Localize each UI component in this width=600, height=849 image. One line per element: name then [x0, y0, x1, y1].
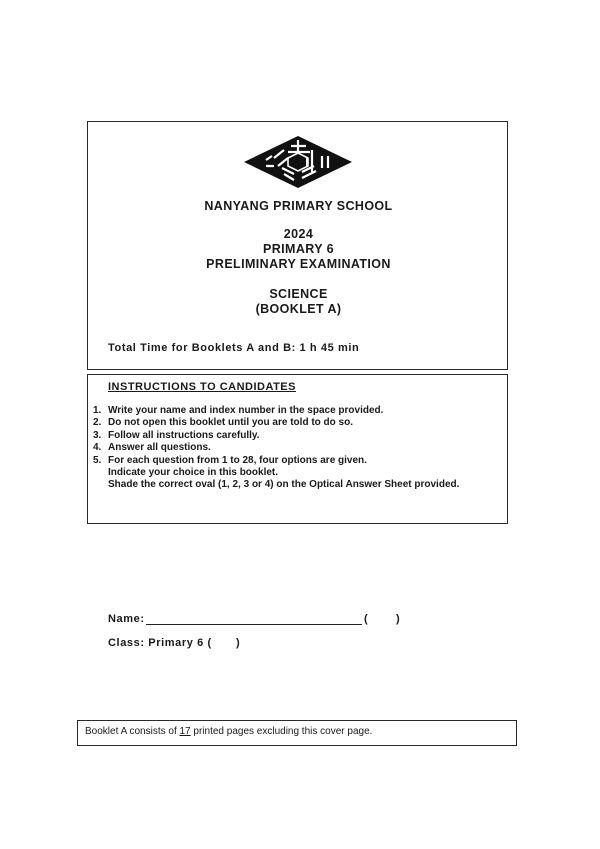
name-label: Name: — [108, 613, 145, 625]
instruction-number: 1. — [93, 405, 102, 416]
instruction-number: 3. — [93, 429, 102, 441]
instruction-item — [93, 417, 459, 429]
instruction-number: 2. — [93, 417, 102, 429]
exam-title: PRELIMINARY EXAMINATION — [206, 257, 391, 271]
instruction-number: 4. — [93, 442, 102, 454]
exam-level: PRIMARY 6 — [263, 242, 334, 256]
page-count-prefix: Booklet A consists of — [85, 726, 180, 737]
class-close-paren: ) — [236, 637, 240, 649]
name-field[interactable] — [146, 624, 362, 625]
school-name: NANYANG PRIMARY SCHOOL — [204, 199, 393, 213]
booklet-label: (BOOKLET A) — [255, 302, 342, 316]
instructions-list — [93, 405, 459, 492]
instruction-text: For each question from 1 to 28, four options are given. — [108, 454, 367, 466]
cover-title-box — [87, 121, 508, 370]
instructions-box — [87, 374, 508, 524]
total-time: Total Time for Booklets A and B: 1 h 45 min — [108, 342, 360, 354]
exam-year: 2024 — [283, 227, 314, 241]
page-count-value: 17 — [179, 726, 191, 737]
instruction-text: Answer all questions. — [108, 442, 211, 454]
instruction-number: 5. — [93, 454, 102, 466]
instruction-text: Shade the correct oval (1, 2, 3 or 4) on the Optical Answer Sheet provided. — [108, 479, 460, 491]
exam-subject: SCIENCE — [269, 287, 328, 301]
instruction-text: Indicate your choice in this booklet. — [108, 467, 279, 479]
page-count-box — [77, 720, 517, 746]
index-number-open-paren: ( — [364, 613, 368, 625]
instruction-text: Follow all instructions carefully. — [108, 429, 260, 441]
page-count-note — [85, 726, 372, 737]
instruction-item — [93, 442, 459, 454]
index-number-close-paren: ) — [396, 613, 400, 625]
instruction-text: Do not open this booklet until you are told to do so. — [108, 417, 353, 429]
class-label: Class: Primary 6 ( — [108, 637, 212, 649]
instruction-text: Write your name and index number in the space provided. — [108, 405, 384, 416]
school-crest-icon — [244, 136, 352, 188]
instructions-heading: INSTRUCTIONS TO CANDIDATES — [108, 381, 296, 393]
instruction-item — [93, 405, 459, 417]
instruction-item — [93, 455, 459, 492]
instruction-item — [93, 430, 459, 442]
page-count-suffix: printed pages excluding this cover page. — [190, 726, 373, 737]
